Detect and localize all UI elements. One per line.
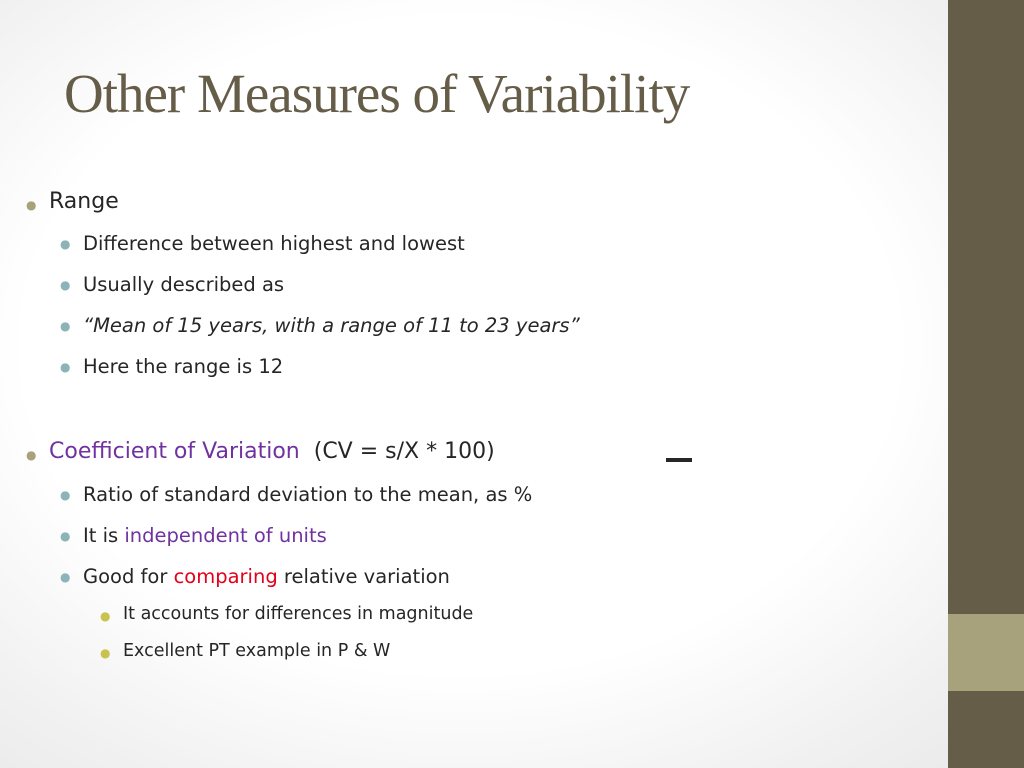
cv-subpoint-magnitude: It accounts for differences in magnitude bbox=[123, 604, 474, 624]
cv-subpoint-example: Excellent PT example in P & W bbox=[123, 641, 391, 661]
bullet-icon: ● bbox=[26, 448, 37, 462]
bullet-icon: ● bbox=[60, 278, 71, 292]
cv-point-good-for bbox=[83, 565, 450, 588]
cv-independent-prefix: It is bbox=[83, 524, 125, 547]
cv-heading-line bbox=[49, 439, 495, 464]
cv-heading: Coefficient of Variation bbox=[49, 439, 300, 464]
cv-good-prefix: Good for bbox=[83, 565, 174, 588]
range-point-value: Here the range is 12 bbox=[83, 355, 284, 378]
cv-good-highlight: comparing bbox=[173, 565, 278, 588]
cv-independent-highlight: independent of units bbox=[124, 524, 327, 547]
range-point-described: Usually described as bbox=[83, 273, 285, 296]
cv-formula: (CV = s/X * 100) bbox=[313, 439, 495, 464]
cv-good-suffix: relative variation bbox=[277, 565, 450, 588]
range-heading: Range bbox=[49, 189, 119, 214]
bullet-icon: ● bbox=[60, 488, 71, 502]
bullet-icon: ● bbox=[60, 237, 71, 251]
bullet-icon: ● bbox=[100, 646, 111, 660]
slide-title: Other Measures of Variability bbox=[64, 63, 690, 124]
bullet-icon: ● bbox=[26, 198, 37, 212]
side-bar-accent bbox=[948, 614, 1024, 691]
bullet-icon: ● bbox=[100, 609, 111, 623]
cv-point-independent bbox=[83, 524, 327, 547]
cv-point-ratio: Ratio of standard deviation to the mean, as % bbox=[83, 483, 533, 506]
x-bar-mark bbox=[666, 458, 692, 462]
bullet-icon: ● bbox=[60, 319, 71, 333]
range-point-example: “Mean of 15 years, with a range of 11 to 23 years” bbox=[83, 314, 580, 337]
range-point-difference: Difference between highest and lowest bbox=[83, 232, 465, 255]
bullet-icon: ● bbox=[60, 360, 71, 374]
bullet-icon: ● bbox=[60, 529, 71, 543]
bullet-icon: ● bbox=[60, 570, 71, 584]
